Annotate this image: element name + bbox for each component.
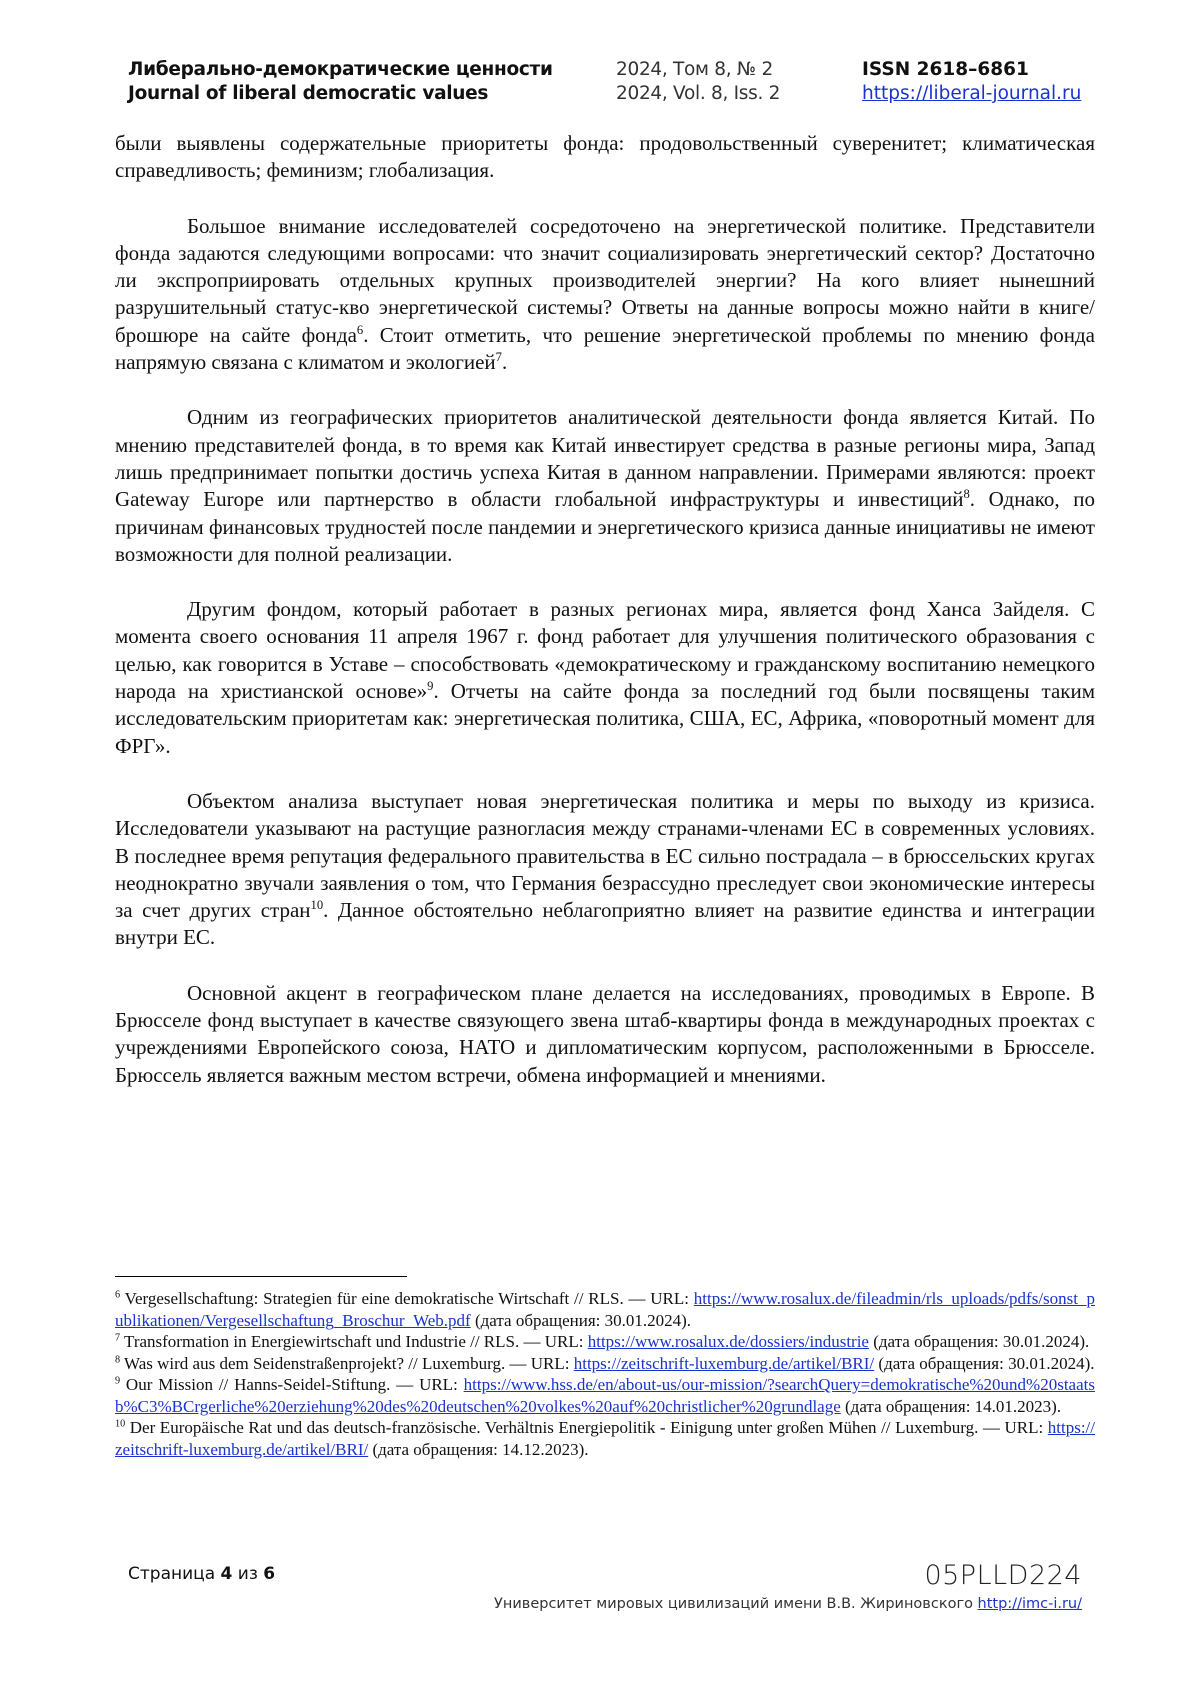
paragraph: [115, 130, 1095, 185]
footnote-link[interactable]: https://www.rosalux.de/dossiers/industrie: [587, 1332, 869, 1351]
footnote-ref[interactable]: 9: [427, 679, 434, 694]
paragraph: [115, 980, 1095, 1089]
footnotes: [115, 1288, 1095, 1460]
document-code: 05PLLD224: [924, 1560, 1082, 1591]
paragraph: [115, 213, 1095, 377]
footnote-link[interactable]: https://zeitschrift-luxemburg.de/artikel/BRI/: [573, 1353, 875, 1373]
university-line: [494, 1596, 1082, 1612]
issn: ISSN 2618–6861: [862, 59, 1029, 80]
footnote-number: 6: [115, 1289, 121, 1301]
paragraph: [115, 788, 1095, 952]
page-word: Страница: [128, 1564, 216, 1584]
footnote-ref[interactable]: 6: [356, 322, 364, 337]
journal-title-en: Journal of liberal democratic values: [128, 83, 489, 104]
paragraph-text: Одним из географических приоритетов аналитической деятельности фонда является Китай. По мнению представителей фонда, в то время как Китай инвестирует средства в разные регионы мира, Запад лишь предпринимает попытки достичь успеха Китая в данном направлении. Примерами являются: проект Gateway Europe или партнерство в области глобальной инфраструктуры и инвестиций: [115, 405, 1095, 512]
paragraph-text: Другим фондом, который работает в разных регионах мира, является фонд Ханса Зайделя. С момента своего основания 11 апреля 1967 г. фонд работает для улучшения политического образования с целью, как говорится в Уставе – способствовать «демократическому и гражданскому воспитанию немецкого народа на христианской основе»: [115, 597, 1095, 704]
paragraph-text: . Однако, по причинам финансовых трудностей после пандемии и энергетического кризиса данные инициативы не имеют возможности для полной реализации.: [115, 487, 1095, 566]
footnote-access-date: (дата обращения: 30.01.2024).: [470, 1310, 692, 1330]
footnote-text: Vergesellschaftung: Strategien für eine demokratische Wirtschaft // RLS. — URL:: [120, 1289, 694, 1308]
footnote-number: 8: [115, 1353, 121, 1365]
journal-title-ru: Либерально-демократические ценности: [128, 59, 553, 80]
paragraph-text: Основной акцент в географическом плане делается на исследованиях, проводимых в Европе. В Брюсселе фонд выступает в качестве связующего звена штаб-квартиры фонда в международных проектах с учреждениями Европейского союза, НАТО и дипломатическим корпусом, расположенными в Брюсселе. Брюссель является важным местом встречи, обмена информацией и мнениями.: [115, 980, 1095, 1087]
footnote-link[interactable]: https://www.hss.de/en/about-us/our-mission/?searchQuery=demokratische%20und%20staatsb%C3%BCrgerliche%20erziehung%20des%20deutschen%20volkes%20auf%20christlicher%20grundlage: [115, 1375, 1095, 1416]
issue-en: 2024, Vol. 8, Iss. 2: [616, 83, 781, 104]
footnote: [115, 1374, 1095, 1417]
paragraph-text: Большое внимание исследователей сосредоточено на энергетической политике. Представители фонда задаются следующими вопросами: что значит социализировать энергетический сектор? Достаточно ли экспроприировать отдельных крупных производителей энергии? На кого влияет нынешний разрушительный статус-кво энергетической системы? Ответы на данные вопросы можно найти в книге/брошюре на сайте фонда: [115, 213, 1095, 347]
footnote: [115, 1331, 1095, 1353]
issue-block: [616, 58, 780, 106]
footnote-ref[interactable]: 8: [963, 487, 970, 502]
paragraph: [115, 404, 1095, 568]
footnote-text: Der Europäische Rat und das deutsch-französische. Verhältnis Energiepolitik - Einigung unter großen Mühen // Luxemburg. — URL:: [125, 1418, 1048, 1437]
paragraph-text: Объектом анализа выступает новая энергетическая политика и меры по выходу из кризиса. Исследователи указывают на растущие разногласия между странами-членами ЕС в современных условиях. В последнее время репутация федерального правительства в ЕС сильно пострадала – в брюссельских кругах неоднократно звучали заявления о том, что Германия безрассудно преследует свои экономические интересы за счет других стран: [115, 788, 1095, 923]
university-link[interactable]: http://imc-i.ru/: [977, 1596, 1082, 1612]
footnote-access-date: (дата обращения: 30.01.2024).: [868, 1332, 1090, 1351]
page-number: [128, 1564, 275, 1584]
footnote-number: 10: [115, 1418, 126, 1430]
footnote: [115, 1288, 1095, 1331]
footnote-ref[interactable]: 7: [495, 350, 502, 365]
footnote: [115, 1353, 1095, 1375]
footnote-access-date: (дата обращения: 14.12.2023).: [368, 1439, 589, 1459]
footnote: [115, 1417, 1095, 1460]
journal-site-link[interactable]: https://liberal-journal.ru: [862, 83, 1082, 104]
footnote-ref[interactable]: 10: [310, 898, 324, 913]
footnote-text: Transformation in Energiewirtschaft und Industrie // RLS. — URL:: [120, 1332, 588, 1351]
issn-block: [862, 58, 1081, 106]
issue-ru: 2024, Том 8, № 2: [616, 59, 773, 80]
footnote-access-date: (дата обращения: 14.01.2023).: [840, 1396, 1062, 1416]
page-of: из: [237, 1564, 258, 1584]
paragraph-text: . Данное обстоятельно неблагоприятно влияет на развитие единства и интеграции внутри ЕС.: [115, 898, 1095, 950]
page-header: [128, 58, 1108, 108]
article-body: [115, 130, 1095, 1117]
footnote-link[interactable]: https://zeitschrift-luxemburg.de/artikel/BRI/: [115, 1418, 1095, 1459]
university-name: Университет мировых цивилизаций имени В.В. Жириновского: [494, 1596, 973, 1612]
journal-title-block: [128, 58, 553, 106]
paragraph-text: . Отчеты на сайте фонда за последний год были посвящены таким исследовательским приоритетам как: энергетическая политика, США, ЕС, Африка, «поворотный момент для ФРГ».: [115, 679, 1096, 758]
paragraph-text: . Стоит отметить, что решение энергетической проблемы по мнению фонда напрямую связана с климатом и экологией: [115, 322, 1095, 375]
paragraph-text: .: [501, 350, 508, 375]
page-current: 4: [220, 1564, 233, 1584]
footnote-text: Our Mission // Hanns-Seidel-Stiftung. — URL:: [120, 1375, 464, 1394]
footnote-number: 7: [115, 1332, 121, 1344]
footnote-link[interactable]: https://www.rosalux.de/fileadmin/rls_uploads/pdfs/sonst_publikationen/Vergesellschaftung_Broschur_Web.pdf: [115, 1289, 1095, 1330]
footnote-access-date: (дата обращения: 30.01.2024).: [874, 1353, 1095, 1373]
page-total: 6: [263, 1564, 276, 1584]
footnote-text: Was wird aus dem Seidenstraßenprojekt? // Luxemburg. — URL:: [120, 1353, 574, 1373]
paragraph-text: были выявлены содержательные приоритеты фонда: продовольственный суверенитет; климатическая справедливость; феминизм; глобализация.: [115, 131, 1095, 183]
footnote-separator: [115, 1276, 407, 1277]
paragraph: [115, 596, 1095, 760]
footnote-number: 9: [115, 1375, 121, 1387]
